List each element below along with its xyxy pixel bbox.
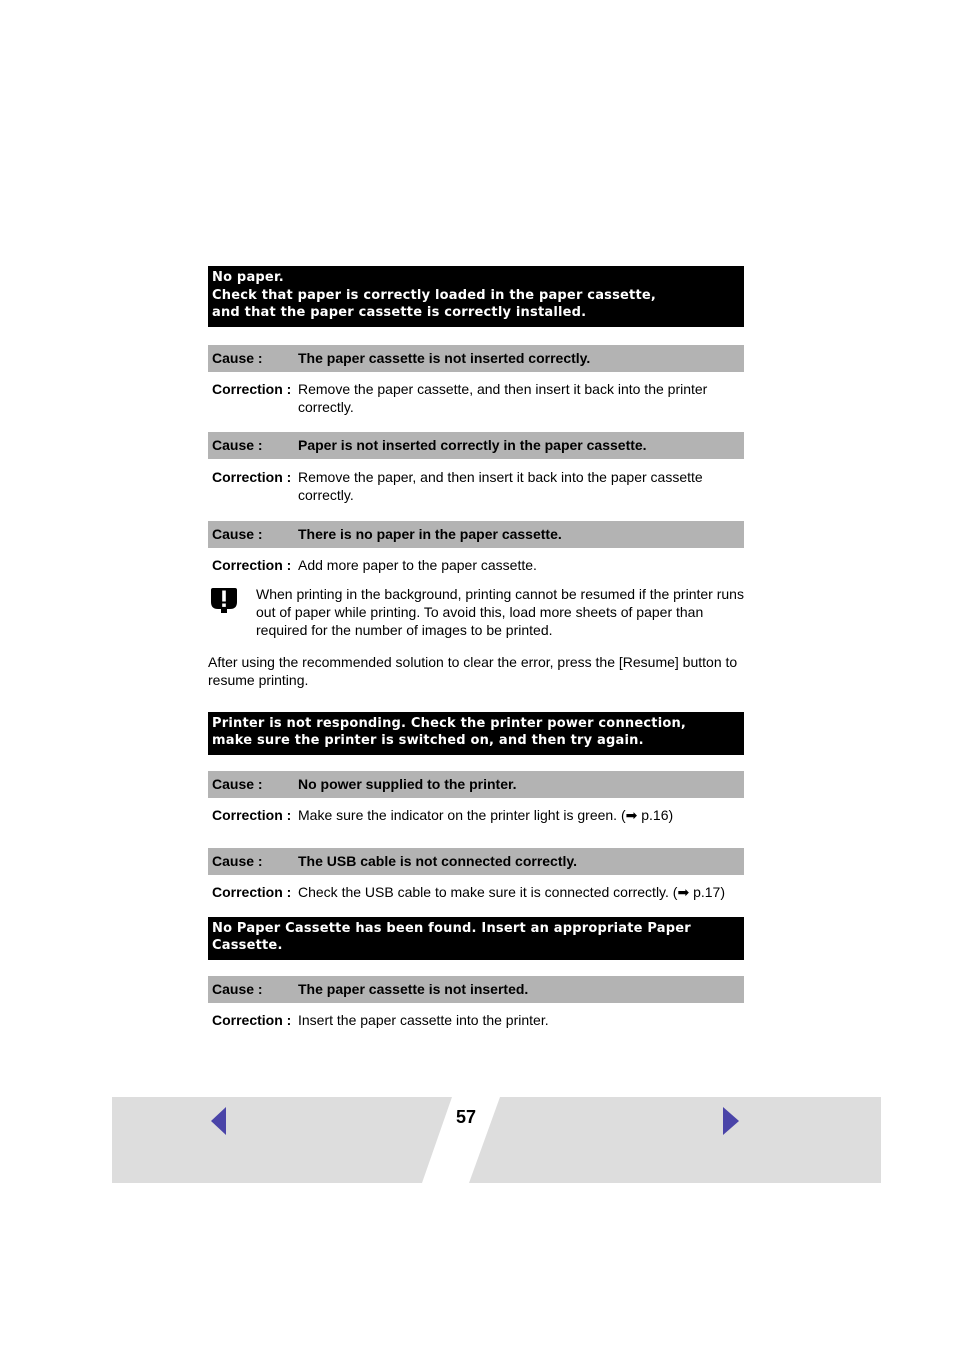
- caution-note: [208, 585, 744, 639]
- correction-row: [208, 806, 744, 824]
- correction-label: Correction :: [212, 556, 292, 573]
- resume-instruction: After using the recommended solution to clear the error, press the [Resume] button to resume printing.: [208, 653, 738, 688]
- cause-label: Cause :: [212, 853, 263, 869]
- message-line: Printer is not responding. Check the printer power connection,: [212, 715, 687, 731]
- correction-text: Remove the paper, and then insert it back into the paper cassette correctly.: [298, 468, 703, 503]
- cause-label: Cause :: [212, 526, 263, 542]
- cause-text: Paper is not inserted correctly in the paper cassette.: [298, 437, 647, 453]
- correction-text: Make sure the indicator on the printer light is green. (➡ p.16): [298, 806, 674, 823]
- prev-page-button[interactable]: [204, 1101, 232, 1137]
- message-line: and that the paper cassette is correctly installed.: [212, 305, 587, 320]
- footer-right-panel: [469, 1097, 881, 1183]
- message-line: No Paper Cassette has been found. Insert an appropriate Paper: [212, 920, 691, 936]
- correction-row: [208, 380, 744, 416]
- error-message-no-cassette: [208, 917, 744, 960]
- next-page-button[interactable]: [716, 1101, 746, 1137]
- message-line: make sure the printer is switched on, and then try again.: [212, 733, 644, 748]
- correction-text: Check the USB cable to make sure it is connected correctly. (➡ p.17): [298, 883, 725, 900]
- message-line: Cassette.: [212, 938, 283, 953]
- correction-row: [208, 1011, 744, 1029]
- cause-label: Cause :: [212, 776, 263, 792]
- message-line: No paper.: [212, 270, 284, 285]
- cause-label: Cause :: [212, 981, 263, 997]
- cause-row: [208, 848, 744, 875]
- correction-text: Insert the paper cassette into the printer.: [298, 1011, 549, 1028]
- correction-row: [208, 468, 744, 504]
- cause-row: [208, 771, 744, 798]
- correction-label: Correction :: [212, 883, 292, 900]
- cause-text: The paper cassette is not inserted correctly.: [298, 350, 591, 366]
- cause-text: The paper cassette is not inserted.: [298, 981, 529, 997]
- error-message-no-paper: [208, 266, 744, 327]
- cause-label: Cause :: [212, 350, 263, 366]
- cause-row: [208, 345, 744, 372]
- correction-label: Correction :: [212, 806, 292, 823]
- cause-label: Cause :: [212, 437, 263, 453]
- footer-left-panel: [112, 1097, 452, 1183]
- footer-navigation: [112, 1097, 881, 1183]
- caution-icon: [208, 585, 256, 639]
- correction-row: [208, 556, 744, 574]
- message-line: Check that paper is correctly loaded in the paper cassette,: [212, 287, 657, 303]
- correction-text: Remove the paper cassette, and then insert it back into the printer correctly.: [298, 380, 708, 415]
- correction-row: [208, 883, 744, 901]
- correction-label: Correction :: [212, 380, 292, 397]
- cause-text: No power supplied to the printer.: [298, 776, 517, 792]
- cause-text: The USB cable is not connected correctly.: [298, 853, 578, 869]
- correction-label: Correction :: [212, 1011, 292, 1028]
- cause-text: There is no paper in the paper cassette.: [298, 526, 562, 542]
- troubleshooting-content: [208, 266, 744, 1029]
- cause-row: [208, 432, 744, 459]
- page-number: 57: [456, 1107, 477, 1127]
- note-text: When printing in the background, printing cannot be resumed if the printer runs out of paper while printing. To avoid this, load more sheets of paper than required for the number of images to be printed.: [256, 585, 744, 638]
- correction-text: Add more paper to the paper cassette.: [298, 556, 537, 573]
- correction-label: Correction :: [212, 468, 292, 485]
- cause-row: [208, 521, 744, 548]
- cause-row: [208, 976, 744, 1003]
- error-message-printer-not-responding: [208, 712, 744, 755]
